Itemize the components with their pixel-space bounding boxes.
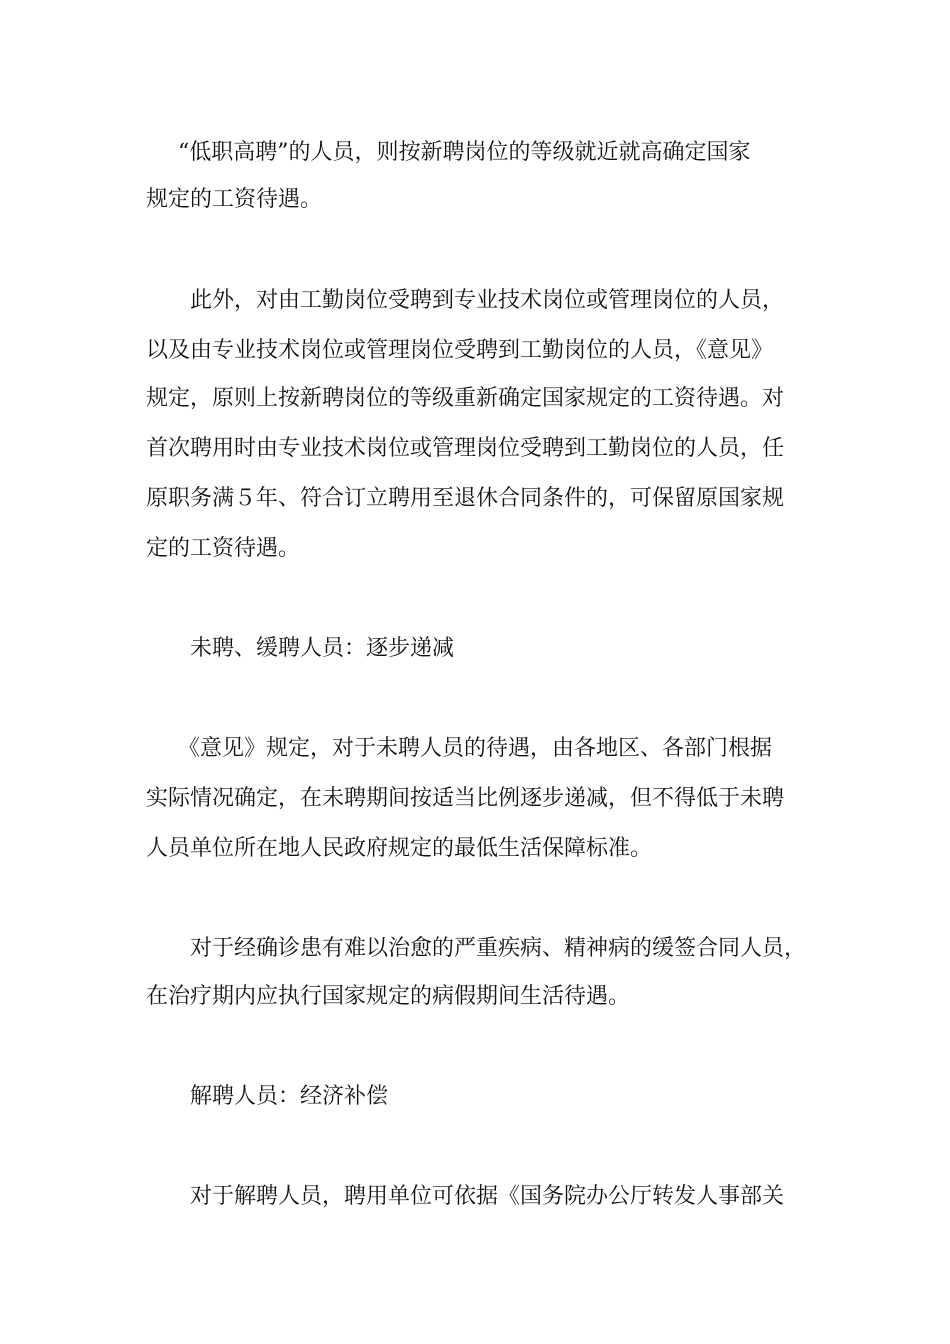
paragraph-1-line-2: 规定的工资待遇。: [146, 187, 323, 212]
paragraph-3-line-3: 人员单位所在地人民政府规定的最低生活保障标准。: [146, 836, 653, 861]
paragraph-3-line-2: 实际情况确定，在未聘期间按适当比例逐步递减，但不得低于未聘: [146, 786, 785, 811]
paragraph-4-line-1: 对于经确诊患有难以治愈的严重疾病、精神病的缓签合同人员，: [190, 936, 807, 961]
paragraph-2-line-1: 此外，对由工勤岗位受聘到专业技术岗位或管理岗位的人员，: [190, 288, 785, 313]
section-heading-dismissed: 解聘人员：经济补偿: [190, 1084, 389, 1109]
paragraph-5-line-1: 对于解聘人员，聘用单位可依据《国务院办公厅转发人事部关: [190, 1184, 785, 1209]
paragraph-2-line-3: 规定，原则上按新聘岗位的等级重新确定国家规定的工资待遇。对: [146, 386, 785, 411]
paragraph-2-line-5: 原职务满５年、符合订立聘用至退休合同条件的，可保留原国家规: [146, 486, 785, 511]
paragraph-2-line-2: 以及由专业技术岗位或管理岗位受聘到工勤岗位的人员，《意见》: [146, 338, 774, 363]
paragraph-3-line-1: 《意见》规定，对于未聘人员的待遇，由各地区、各部门根据: [178, 736, 773, 761]
section-heading-unhired: 未聘、缓聘人员：逐步递减: [190, 636, 455, 661]
paragraph-4-line-2: 在治疗期内应执行国家规定的病假期间生活待遇。: [146, 984, 631, 1009]
paragraph-1-line-1: “低职高聘”的人员，则按新聘岗位的等级就近就高确定国家: [178, 140, 751, 165]
paragraph-2-line-4: 首次聘用时由专业技术岗位或管理岗位受聘到工勤岗位的人员，任: [146, 436, 785, 461]
paragraph-2-line-6: 定的工资待遇。: [146, 536, 301, 561]
